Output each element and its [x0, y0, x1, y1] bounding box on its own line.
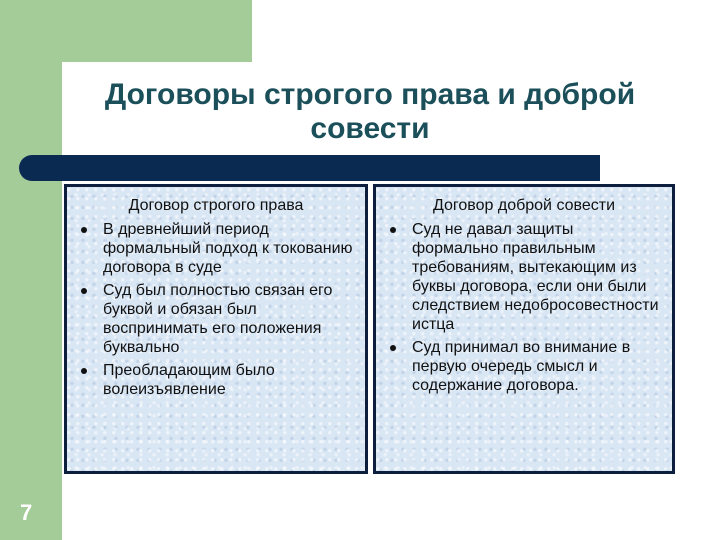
list-item-text: Суд принимал во внимание в первую очередь смысл и содержание договора.: [412, 339, 631, 394]
panel-heading: Договор строгого права: [128, 197, 304, 214]
slide-title: Договоры строгого права и доброй совести: [104, 78, 636, 145]
list-item: [386, 338, 662, 395]
list-item-text: В древнейший период формальный подход к токованию договора в суде: [103, 221, 353, 276]
page-number: 7: [20, 500, 33, 525]
good-faith-panel: [373, 184, 675, 474]
bullet-icon: [81, 288, 87, 294]
left-accent-bar: [0, 0, 62, 540]
bullet-icon: [390, 345, 396, 351]
bullet-list: [77, 220, 355, 399]
panel-heading: Договор доброй совести: [433, 197, 615, 214]
list-item-text: Суд не давал защиты формально правильным требованиям, вытекающим из буквы договора, если они были следствием недобросовестности истца: [412, 221, 659, 333]
bullet-icon: [390, 227, 396, 233]
list-item: [77, 281, 355, 357]
list-item: [77, 361, 355, 399]
bullet-icon: [81, 368, 87, 374]
list-item-text: Суд был полностью связан его буквой и обязан был воспринимать его положения буквально: [103, 282, 333, 356]
list-item: [77, 220, 355, 277]
bullet-list: [386, 220, 662, 395]
list-item-text: Преобладающим было волеизъявление: [103, 362, 275, 398]
top-accent-block: [0, 0, 252, 62]
bullet-icon: [81, 227, 87, 233]
list-item: [386, 220, 662, 334]
title-divider-bar: [19, 155, 600, 181]
strict-law-panel: [64, 184, 368, 474]
